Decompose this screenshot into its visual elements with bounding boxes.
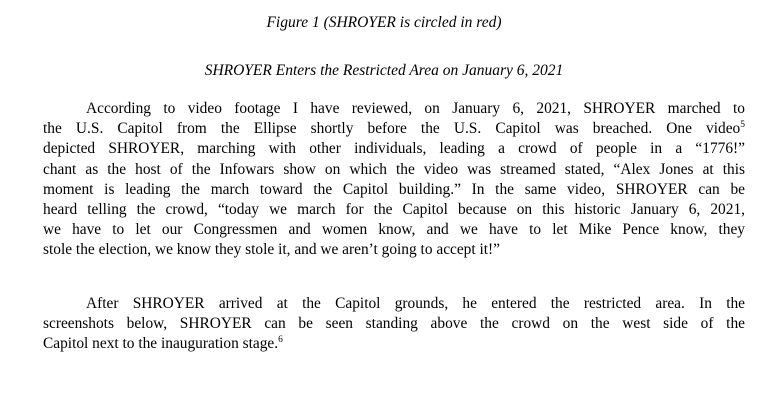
paragraph-line-text: Capitol next to the inauguration stage. [43, 335, 279, 353]
footnote-marker: 6 [278, 335, 283, 346]
paragraph-restricted-area [43, 294, 745, 355]
paragraph-line: moment is leading the march toward the Capitol building.” In the same video, SHROYER can be [43, 180, 745, 198]
paragraph-line [43, 334, 745, 354]
paragraph-line: we have to let our Congressmen and women know, and we have to let Mike Pence know, they [43, 221, 745, 239]
footnote-marker: 5 [740, 120, 745, 131]
paragraph-line: depicted SHROYER, marching with other individuals, leading a crowd of people in a “1776!” [43, 140, 745, 158]
paragraph-line-text: the U.S. Capitol from the Ellipse shortly before the U.S. Capitol was breached. One video [43, 120, 741, 138]
paragraph-line: stole the election, we know they stole it, and we aren’t going to accept it!” [43, 241, 501, 259]
paragraph-line [43, 119, 745, 139]
paragraph-line: chant as the host of the Infowars show on which the video was streamed stated, “Alex Jones at this [43, 160, 745, 178]
paragraph-line: heard telling the crowd, “today we march for the Capitol because on this historic January 6, 2021, [43, 201, 745, 219]
paragraph-line: After SHROYER arrived at the Capitol grounds, he entered the restricted area. In the [86, 295, 745, 312]
figure-caption: Figure 1 (SHROYER is circled in red) [266, 14, 502, 31]
section-caption: SHROYER Enters the Restricted Area on January 6, 2021 [204, 62, 564, 79]
paragraph-line: screenshots below, SHROYER can be seen standing above the crowd on the west side of the [43, 315, 745, 333]
paragraph-shroyer-march [43, 99, 745, 261]
paragraph-line: According to video footage I have reviewed, on January 6, 2021, SHROYER marched to [86, 100, 745, 117]
